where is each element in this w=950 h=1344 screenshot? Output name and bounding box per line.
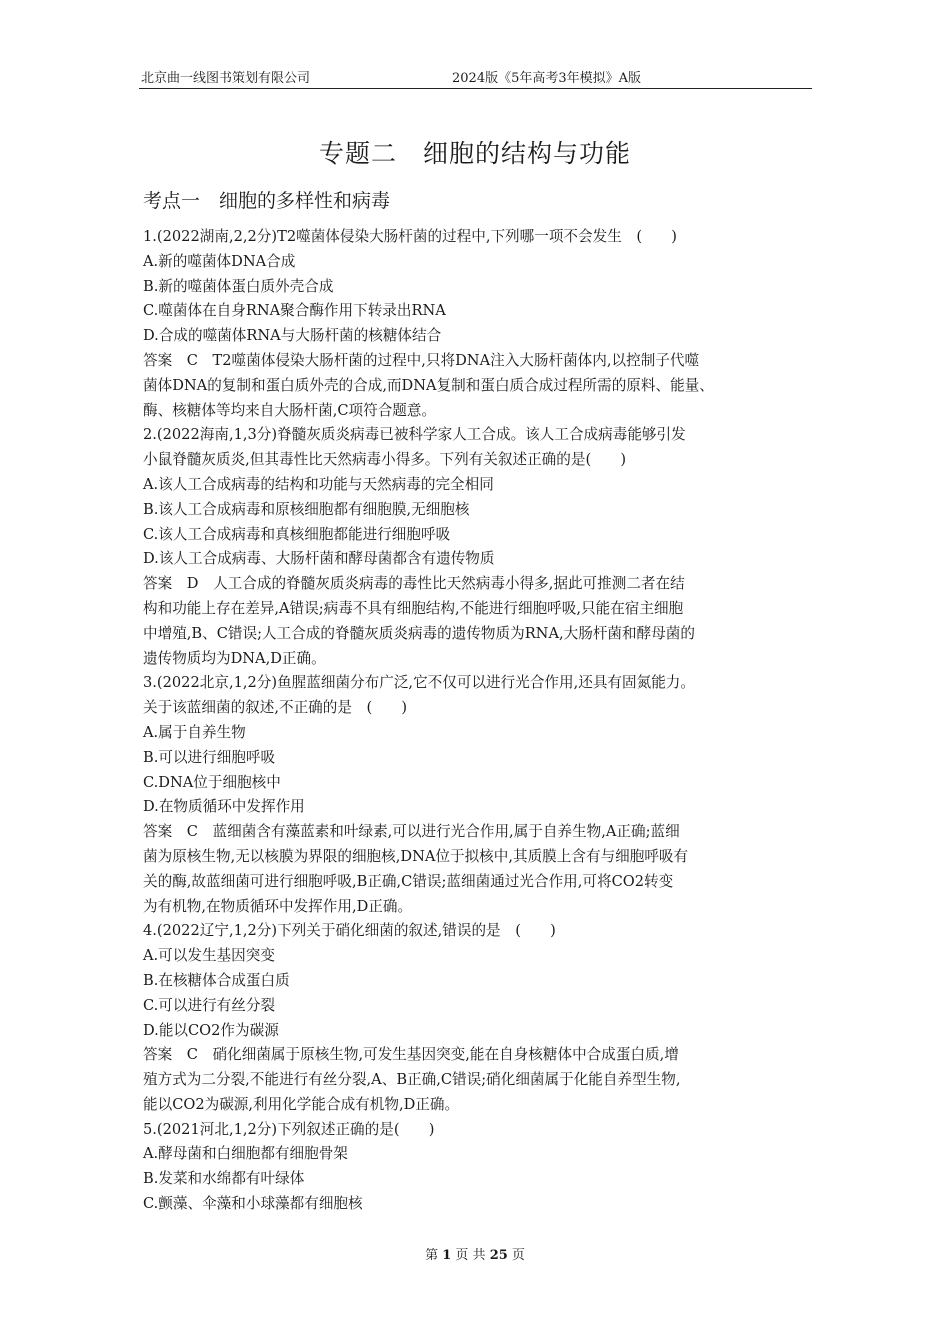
footer-suffix: 页: [511, 1248, 525, 1263]
page-footer: [0, 1244, 950, 1263]
text-line: A.酵母菌和白细胞都有细胞骨架: [143, 1145, 348, 1163]
text-line: 答案 C T2噬菌体侵染大肠杆菌的过程中,只将DNA注入大肠杆菌体内,以控制子代噬: [143, 351, 700, 369]
header-publisher: 北京曲一线图书策划有限公司: [141, 71, 311, 86]
text-line: D.合成的噬菌体RNA与大肠杆菌的核糖体结合: [143, 327, 442, 345]
text-line: 1.(2022湖南,2,2分)T2噬菌体侵染大肠杆菌的过程中,下列哪一项不会发生 ( ): [143, 228, 677, 245]
text-line: 菌为原核生物,无以核膜为界限的细胞核,DNA位于拟核中,其质膜上含有与细胞呼吸有: [143, 847, 689, 865]
page-title: 专题二 细胞的结构与功能: [318, 139, 631, 168]
text-line: D.能以CO2作为碳源: [143, 1021, 279, 1039]
footer-middle: 页 共: [455, 1248, 486, 1263]
text-line: 能以CO2为碳源,利用化学能合成有机物,D正确。: [143, 1095, 460, 1113]
text-line: C.可以进行有丝分裂: [143, 996, 276, 1014]
text-line: B.新的噬菌体蛋白质外壳合成: [143, 277, 334, 295]
text-line: B.在核糖体合成蛋白质: [143, 971, 290, 989]
text-line: 为有机物,在物质循环中发挥作用,D正确。: [143, 897, 413, 915]
text-line: 关的酶,故蓝细菌可进行细胞呼吸,B正确,C错误;蓝细菌通过光合作用,可将CO2转变: [143, 872, 674, 890]
footer-prefix: 第: [425, 1248, 439, 1263]
text-line: 酶、核糖体等均来自大肠杆菌,C项符合题意。: [143, 401, 437, 419]
text-line: C.该人工合成病毒和真核细胞都能进行细胞呼吸: [143, 525, 451, 543]
text-line: 2.(2022海南,1,3分)脊髓灰质炎病毒已被科学家人工合成。该人工合成病毒能够引发: [143, 426, 686, 444]
text-line: 答案 C 硝化细菌属于原核生物,可发生基因突变,能在自身核糖体中合成蛋白质,增: [143, 1046, 679, 1064]
text-line: 关于该蓝细菌的叙述,不正确的是 ( ): [143, 699, 408, 717]
text-line: 构和功能上存在差异,A错误;病毒不具有细胞结构,不能进行细胞呼吸,只能在宿主细胞: [143, 599, 684, 617]
text-line: C.噬菌体在自身RNA聚合酶作用下转录出RNA: [143, 302, 446, 320]
section-heading: 考点一 细胞的多样性和病毒: [143, 190, 391, 212]
text-line: C.颤藻、伞藻和小球藻都有细胞核: [143, 1195, 363, 1213]
text-line: C.DNA位于细胞核中: [143, 773, 281, 791]
text-line: 答案 D 人工合成的脊髓灰质炎病毒的毒性比天然病毒小得多,据此可推测二者在结: [143, 575, 685, 593]
text-line: 答案 C 蓝细菌含有藻蓝素和叶绿素,可以进行光合作用,属于自养生物,A正确;蓝细: [143, 823, 680, 841]
text-line: 中增殖,B、C错误;人工合成的脊髓灰质炎病毒的遗传物质为RNA,大肠杆菌和酵母菌的: [143, 624, 695, 642]
text-line: A.可以发生基因突变: [143, 947, 275, 965]
text-line: B.该人工合成病毒和原核细胞都有细胞膜,无细胞核: [143, 500, 470, 518]
footer-page-number: 1: [442, 1248, 452, 1263]
text-line: 菌体DNA的复制和蛋白质外壳的合成,而DNA复制和蛋白质合成过程所需的原料、能量、: [143, 376, 714, 394]
header-edition: 2024版《5年高考3年模拟》A版: [452, 71, 642, 86]
text-line: A.属于自养生物: [143, 723, 246, 741]
text-line: 3.(2022北京,1,2分)鱼腥蓝细菌分布广泛,它不仅可以进行光合作用,还具有固氮能力。: [143, 674, 695, 692]
text-line: 小鼠脊髓灰质炎,但其毒性比天然病毒小得多。下列有关叙述正确的是( ): [143, 451, 627, 469]
text-line: A.新的噬菌体DNA合成: [143, 252, 296, 270]
document-body: [143, 225, 813, 1217]
text-line: D.在物质循环中发挥作用: [143, 798, 305, 816]
text-line: B.发菜和水绵都有叶绿体: [143, 1170, 305, 1188]
text-line: A.该人工合成病毒的结构和功能与天然病毒的完全相同: [143, 475, 494, 493]
text-line: 4.(2022辽宁,1,2分)下列关于硝化细菌的叙述,错误的是 ( ): [143, 922, 556, 940]
footer-total-pages: 25: [489, 1248, 508, 1263]
text-line: B.可以进行细胞呼吸: [143, 748, 276, 766]
text-line: D.该人工合成病毒、大肠杆菌和酵母菌都含有遗传物质: [143, 550, 495, 568]
text-line: 殖方式为二分裂,不能进行有丝分裂,A、B正确,C错误;硝化细菌属于化能自养型生物,: [143, 1071, 681, 1089]
text-line: 5.(2021河北,1,2分)下列叙述正确的是( ): [143, 1120, 435, 1138]
page-header: [139, 66, 812, 89]
text-line: 遗传物质均为DNA,D正确。: [143, 649, 326, 667]
